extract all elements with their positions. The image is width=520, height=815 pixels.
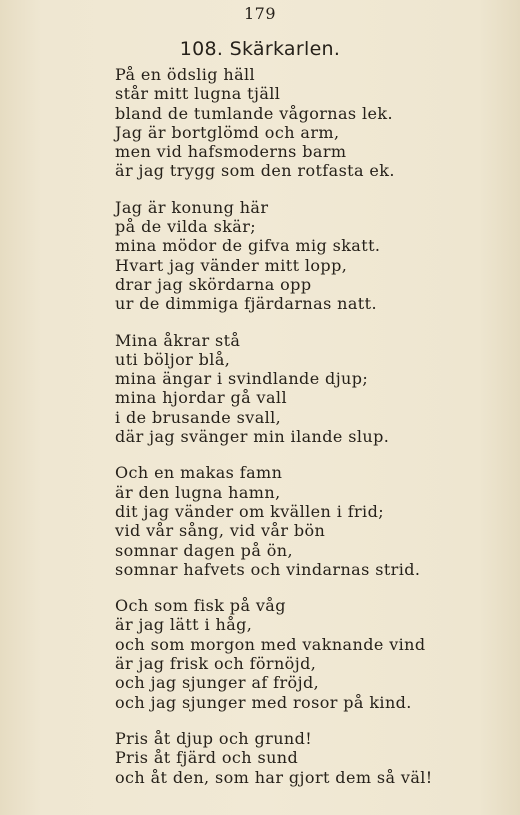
- poem-line: på de vilda skär;: [115, 217, 257, 237]
- poem-line: somnar dagen på ön,: [115, 540, 293, 560]
- poem-line: bland de tumlande vågornas lek.: [115, 103, 394, 123]
- stanza-1: [115, 65, 515, 181]
- poem-line: Mina åkrar stå: [115, 330, 241, 350]
- poem-line: dit jag vänder om kvällen i frid;: [115, 501, 385, 521]
- poem-body: [115, 65, 515, 804]
- poem-line: Hvart jag vänder mitt lopp,: [115, 255, 348, 275]
- poem-line: Och en makas famn: [115, 463, 283, 483]
- page-number: 179: [243, 4, 277, 23]
- poem-line: drar jag skördarna opp: [115, 274, 312, 294]
- stanza-5: [115, 596, 515, 712]
- poem-line: somnar hafvets och vindarnas strid.: [115, 559, 421, 579]
- poem-line: där jag svänger min ilande slup.: [115, 427, 390, 447]
- poem-line: På en ödslig häll: [115, 65, 256, 84]
- poem-line: Pris åt djup och grund!: [115, 728, 313, 748]
- stanza-4: [115, 463, 515, 579]
- poem-line: står mitt lugna tjäll: [115, 84, 281, 104]
- poem-line: Och som fisk på våg: [115, 596, 286, 616]
- poem-line: och åt den, som har gjort dem så väl!: [115, 767, 433, 787]
- poem-line: Jag är konung här: [115, 197, 269, 217]
- poem-line: ur de dimmiga fjärdarnas natt.: [115, 294, 377, 314]
- stanza-2: [115, 198, 515, 314]
- stanza-3: [115, 331, 515, 447]
- poem-line: mina ängar i svindlande djup;: [115, 369, 369, 389]
- stanza-6: [115, 729, 515, 787]
- poem-line: är jag frisk och förnöjd,: [115, 654, 317, 674]
- poem-line: mina mödor de gifva mig skatt.: [115, 236, 381, 256]
- poem-line: vid vår sång, vid vår bön: [115, 521, 326, 541]
- poem-line: och jag sjunger af fröjd,: [115, 673, 320, 693]
- poem-line: uti böljor blå,: [115, 349, 231, 369]
- poem-line: i de brusande svall,: [115, 407, 282, 427]
- poem-line: Pris åt fjärd och sund: [115, 748, 299, 768]
- poem-line: mina hjordar gå vall: [115, 388, 287, 408]
- poem-line: är den lugna hamn,: [115, 482, 281, 502]
- poem-title: 108. Skärkarlen.: [179, 38, 341, 60]
- poem-line: och jag sjunger med rosor på kind.: [115, 692, 412, 712]
- poem-line: Jag är bortglömd och arm,: [115, 122, 340, 142]
- poem-line: är jag trygg som den rotfasta ek.: [115, 161, 395, 181]
- poem-line: och som morgon med vaknande vind: [115, 634, 426, 654]
- poem-line: men vid hafsmoderns barm: [115, 142, 347, 162]
- poem-line: är jag lätt i håg,: [115, 615, 253, 635]
